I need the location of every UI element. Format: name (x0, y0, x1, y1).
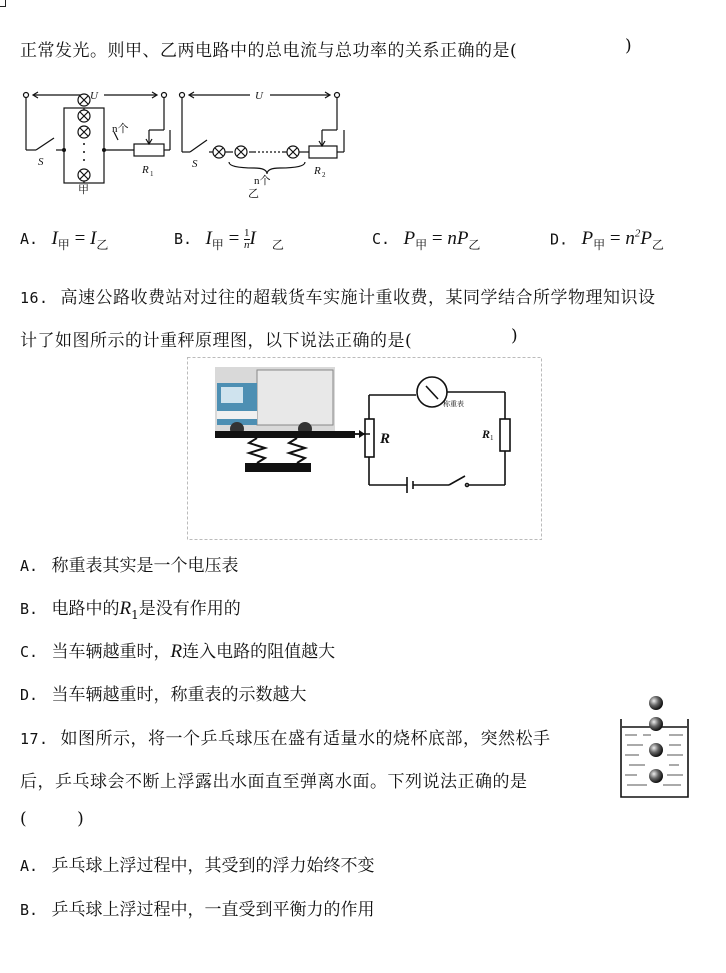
voltage-label-1: U (90, 90, 98, 102)
lamp-1-n (78, 169, 90, 181)
q16-paren-close: ) (511, 326, 519, 346)
ball-middle (649, 743, 663, 757)
n-count-brace (229, 162, 305, 174)
q16-stem-line1: 16. 高速公路收费站对过往的超载货车实施计重收费，某同学结合所学物理知识设 (20, 288, 656, 308)
rheostat-label: R (380, 431, 391, 447)
resistor-r1 (134, 144, 164, 156)
circuit-label-yi: 乙 (248, 188, 259, 200)
lamp-2-1 (213, 146, 225, 158)
lamp-1-1 (78, 94, 90, 106)
terminal-right-2 (335, 93, 340, 98)
circuit-label-jia: 甲 (78, 184, 89, 196)
q16-option-a[interactable]: A. 称重表其实是一个电压表 (20, 556, 239, 576)
q15-stem (20, 36, 517, 61)
n-count-label-1: n个 (112, 123, 129, 135)
q17-option-b[interactable]: B. 乒乓球上浮过程中，一直受到平衡力的作用 (20, 900, 375, 920)
lamp-1-3 (78, 126, 90, 138)
resistor-label-r2: R (314, 165, 321, 177)
q15-option-a[interactable]: A. $I_甲 = I_乙$ (20, 228, 109, 252)
page-corner-mark (0, 0, 6, 7)
q15-circuit-figure (14, 80, 354, 200)
lamp-2-n (287, 146, 299, 158)
q16-number: 16. (20, 289, 49, 307)
q17-stem-line2: 后，乒乓球会不断上浮露出水面直至弹离水面。下列说法正确的是 (20, 772, 528, 792)
terminal-left-2 (180, 93, 185, 98)
q16-option-c[interactable]: C. 当车辆越重时，R连入电路的阻值越大 (20, 641, 336, 662)
resistor-sub-r1: 1 (150, 170, 154, 178)
switch-blade-2 (190, 140, 207, 152)
lamp-1-2 (78, 110, 90, 122)
q16-option-b[interactable]: B. 电路中的$R_1$是没有作用的 (20, 598, 241, 622)
voltage-label-2: U (255, 90, 263, 102)
q15-option-b[interactable]: B. $I_甲$ = $\frac{1}{n}$ I $_乙$ (174, 227, 284, 252)
fraction: $\frac{1}{n}$ (244, 227, 250, 252)
lamp-2-2 (235, 146, 247, 158)
resistor-label: R (482, 427, 491, 441)
q15-paren-close: ) (625, 36, 633, 56)
q16-stem-line2: 计了如图所示的计重秤原理图，以下说法正确的是( (20, 331, 413, 351)
q17-option-a[interactable]: A. 乒乓球上浮过程中，其受到的浮力始终不变 (20, 856, 375, 876)
terminal-right-1 (162, 93, 167, 98)
switch-label-2: S (192, 158, 198, 170)
switch-blade-1 (36, 138, 54, 150)
resistor-r2 (309, 146, 337, 158)
scale-base (245, 463, 311, 472)
ball-above (649, 696, 663, 710)
q17-stem-line1: 17. 如图所示，将一个乒乓球压在盛有适量水的烧杯底部，突然松手 (20, 729, 551, 749)
q17-beaker-figure (617, 693, 692, 801)
switch-label-1: S (38, 156, 44, 168)
q17-number: 17. (20, 730, 49, 748)
truck-image (215, 367, 335, 436)
q16-option-d[interactable]: D. 当车辆越重时，称重表的示数越大 (20, 685, 307, 705)
n-count-label-2: n个 (254, 175, 271, 187)
q17-stem-line3: ( ) (20, 809, 85, 829)
resistor-label-r1: R (142, 164, 149, 176)
q15-option-d[interactable]: D. $P_甲 = n^2P_乙$ (550, 228, 664, 253)
q16-weighing-figure (187, 357, 542, 540)
q15-option-c[interactable]: C. $P_甲 = nP_乙$ (372, 228, 481, 252)
q15-stem-text: 正常发光。则甲、乙两电路中的总电流与总功率的关系正确的是( (20, 41, 518, 61)
resistor-sub: 1 (490, 434, 494, 442)
resistor-sub-r2: 2 (322, 171, 326, 179)
scale-platform (215, 431, 355, 438)
ball-surface (649, 717, 663, 731)
ball-bottom (649, 769, 663, 783)
meter-label: 称重表 (443, 400, 464, 408)
terminal-left-1 (24, 93, 29, 98)
